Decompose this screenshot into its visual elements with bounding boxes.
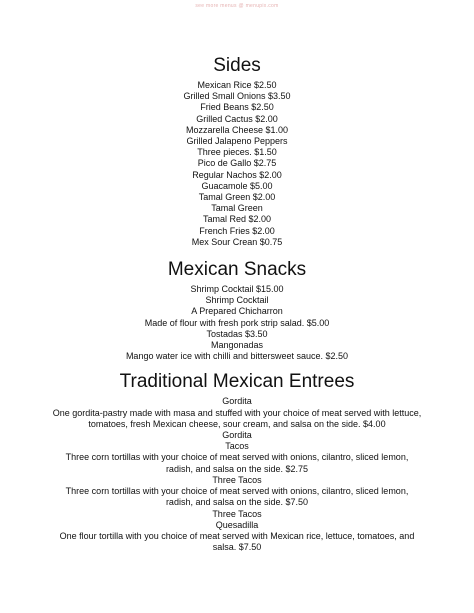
menu-item-description: One flour tortilla with you choice of meat served with Mexican rice, lettuce, tomatoes, and salsa. $7.50: [59, 530, 415, 553]
menu-item: Regular Nachos $2.00: [192, 169, 282, 180]
menu-item: Tamal Green $2.00: [198, 192, 276, 203]
menu-item: French Fries $2.00: [199, 225, 275, 236]
menu-item: Three Tacos: [212, 474, 262, 485]
menu-item: Tamal Green: [211, 203, 263, 214]
menu-item: Three Tacos: [212, 508, 262, 519]
menu-item: Quesadilla: [215, 519, 259, 530]
section-sides: [0, 54, 474, 248]
menu-item-description: One gordita-pastry made with masa and stuffed with your choice of meat served with lettuce, tomatoes, fresh Mexican cheese, sour cream, and salsa on the side. $4.00: [52, 407, 422, 429]
menu-item: Grilled Cactus $2.00: [196, 113, 278, 124]
menu-item: Made of flour with fresh pork strip salad. $5.00: [144, 317, 330, 328]
section-title: Sides: [213, 55, 261, 76]
sides-list: [0, 80, 474, 248]
menu-item: Three pieces. $1.50: [197, 147, 277, 158]
menu-item: Mozzarella Cheese $1.00: [185, 124, 289, 135]
menu-item: Tostadas $3.50: [206, 328, 268, 339]
menu-document: [0, 54, 474, 553]
menu-item: A Prepared Chicharron: [191, 306, 283, 317]
menu-item: Mango water ice with chilli and bittersweet sauce. $2.50: [125, 351, 349, 362]
menu-item: Grilled Jalapeno Peppers: [186, 136, 288, 147]
section-title: Traditional Mexican Entrees: [119, 371, 355, 393]
menu-item: Gordita: [222, 396, 252, 407]
menu-item: Fried Beans $2.50: [200, 102, 274, 113]
menu-item: Grilled Small Onions $3.50: [183, 91, 291, 102]
snacks-list: [0, 284, 474, 362]
menu-item: Pico de Gallo $2.75: [197, 158, 277, 169]
menu-item: Guacamole $5.00: [201, 180, 273, 191]
menu-item: Mangonadas: [210, 340, 264, 351]
menu-item: Mexican Rice $2.50: [197, 80, 277, 90]
menu-item-description: Three corn tortillas with your choice of meat served with onions, cilantro, sliced lemon, radish, and salsa on the side. $7.50: [65, 486, 409, 508]
section-traditional-entrees: [0, 370, 474, 553]
menu-item: Gordita: [222, 430, 252, 441]
section-title: Mexican Snacks: [167, 259, 307, 281]
menu-item: Tamal Red $2.00: [202, 214, 272, 225]
menu-item-description: Three corn tortillas with your choice of meat served with onions, cilantro, sliced lemon, radish, and salsa on the side. $2.75: [65, 452, 409, 474]
section-mexican-snacks: [0, 258, 474, 362]
watermark: see more menus @ menupix.com: [195, 3, 279, 9]
menu-item: Shrimp Cocktail: [205, 295, 269, 306]
entrees-list: [0, 396, 474, 553]
menu-item: Tacos: [225, 441, 249, 452]
menu-item: Shrimp Cocktail $15.00: [190, 284, 284, 295]
menu-item: Mex Sour Crean $0.75: [191, 236, 283, 247]
